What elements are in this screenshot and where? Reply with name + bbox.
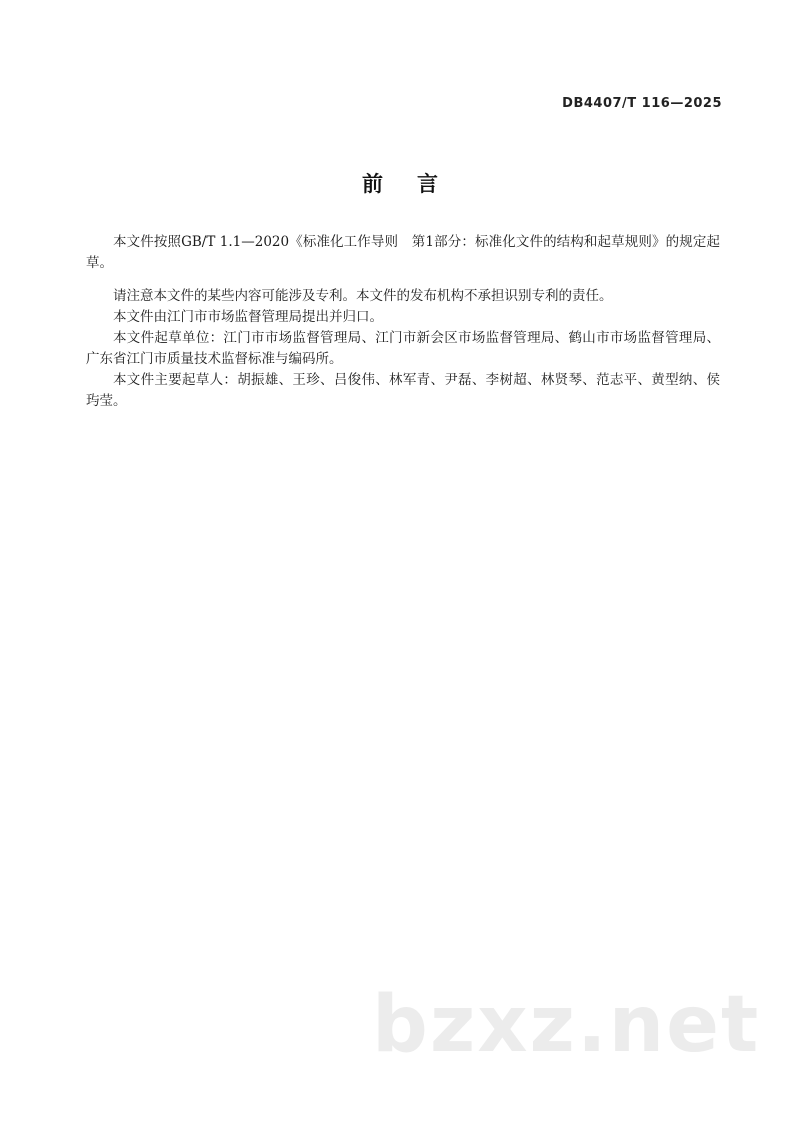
paragraph-patent-notice: 请注意本文件的某些内容可能涉及专利。本文件的发布机构不承担识别专利的责任。 (113, 288, 613, 304)
document-code: DB4407/T 116—2025 (562, 96, 722, 111)
paragraph-proposer: 本文件由江门市市场监督管理局提出并归口。 (113, 309, 383, 325)
watermark: bzxz.net (372, 980, 761, 1070)
page-title: 前言 (362, 172, 472, 196)
paragraph-drafting-basis: 本文件按照GB/T 1.1—2020《标准化工作导则 第1部分：标准化文件的结构和起草规则》的规定起草。 (86, 234, 720, 271)
paragraph-drafting-units: 本文件起草单位：江门市市场监督管理局、江门市新会区市场监督管理局、鹤山市市场监督管理局、广东省江门市质量技术监督标准与编码所。 (86, 330, 720, 367)
document-body (86, 232, 720, 412)
paragraph-drafters: 本文件主要起草人：胡振雄、王珍、吕俊伟、林军青、尹磊、李树超、林贤琴、范志平、黄型纳、侯玙莹。 (86, 372, 720, 409)
